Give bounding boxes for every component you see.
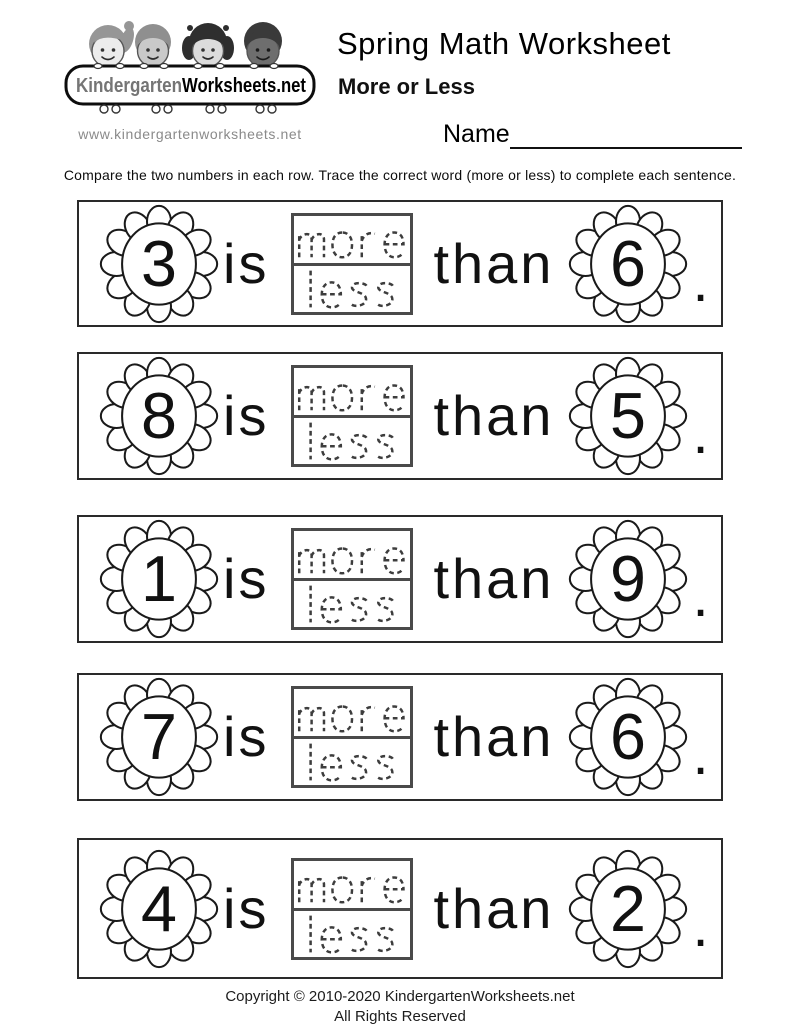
kid-boy-dark xyxy=(244,22,282,67)
more-less-trace-box xyxy=(291,213,413,315)
worksheet-row-5 xyxy=(77,838,723,979)
flower-left xyxy=(99,356,219,476)
trace-word-less xyxy=(304,911,400,957)
trace-word-less xyxy=(304,581,400,627)
trace-word-less xyxy=(304,739,400,785)
flower-left xyxy=(99,204,219,324)
rights-line: All Rights Reserved xyxy=(334,1008,466,1025)
trace-word-more xyxy=(294,861,410,907)
page-subtitle: More or Less xyxy=(338,74,475,99)
trace-cell-more[interactable] xyxy=(294,861,410,908)
word-is: is xyxy=(223,231,270,295)
trace-cell-less[interactable] xyxy=(294,415,410,464)
flower-left xyxy=(99,519,219,639)
trace-cell-less[interactable] xyxy=(294,263,410,312)
kid-boy-gray-hair xyxy=(135,24,171,67)
kids-feet xyxy=(100,105,276,113)
trace-cell-more[interactable] xyxy=(294,216,410,263)
sentence-period: . xyxy=(692,722,709,787)
kid-girl-pigtails xyxy=(182,23,234,67)
word-than: than xyxy=(433,231,555,295)
flower-number-left: 7 xyxy=(141,701,177,774)
flower-right xyxy=(568,356,688,476)
trace-cell-less[interactable] xyxy=(294,908,410,957)
flower-number-left: 4 xyxy=(141,872,177,945)
worksheet-row-2 xyxy=(77,352,723,480)
kid-girl-gray-hair xyxy=(89,21,137,67)
name-row xyxy=(443,120,742,149)
sentence-period: . xyxy=(692,401,709,466)
kids-logo-illustration xyxy=(64,10,316,124)
sentence-period: . xyxy=(692,564,709,629)
flower-left xyxy=(99,677,219,797)
trace-word-more xyxy=(294,532,410,578)
flower-number-right: 6 xyxy=(610,701,647,774)
site-url: www.kindergartenworksheets.net xyxy=(78,126,302,142)
trace-cell-less[interactable] xyxy=(294,578,410,627)
instructions-text: Compare the two numbers in each row. Trace the correct word (more or less) to complete each sentence. xyxy=(63,167,737,183)
name-blank-line[interactable] xyxy=(510,123,742,149)
trace-word-less xyxy=(304,266,400,312)
word-is: is xyxy=(223,876,270,940)
site-logo xyxy=(64,10,316,160)
trace-word-less xyxy=(304,418,400,464)
more-less-trace-box xyxy=(291,686,413,788)
page-title: Spring Math Worksheet xyxy=(337,26,671,61)
worksheet-row-3 xyxy=(77,515,723,643)
flower-number-right: 2 xyxy=(610,872,647,945)
trace-cell-more[interactable] xyxy=(294,689,410,736)
more-less-trace-box xyxy=(291,528,413,630)
brand-text-black: Worksheets.net xyxy=(182,75,307,97)
more-less-trace-box xyxy=(291,858,413,960)
more-less-trace-box xyxy=(291,365,413,467)
word-than: than xyxy=(433,547,555,610)
flower-number-left: 3 xyxy=(141,227,177,300)
flower-right xyxy=(568,519,688,639)
brand-text-gray: Kindergarten xyxy=(76,75,182,97)
word-is: is xyxy=(223,705,270,768)
trace-word-more xyxy=(294,369,410,415)
flower-right xyxy=(568,677,688,797)
trace-cell-more[interactable] xyxy=(294,531,410,578)
copyright-line: Copyright © 2010-2020 KindergartenWorksheets.net xyxy=(225,988,575,1005)
flower-number-right: 6 xyxy=(610,227,647,300)
sentence-period: . xyxy=(692,893,709,959)
flower-number-left: 8 xyxy=(141,380,177,453)
name-label: Name xyxy=(443,120,510,148)
flower-number-right: 9 xyxy=(610,543,647,616)
trace-word-more xyxy=(294,690,410,736)
trace-cell-less[interactable] xyxy=(294,736,410,785)
worksheet-row-1 xyxy=(77,200,723,327)
flower-number-right: 5 xyxy=(610,380,647,453)
flower-right xyxy=(568,204,688,324)
word-than: than xyxy=(433,705,555,768)
flower-left xyxy=(99,849,219,969)
flower-number-left: 1 xyxy=(141,543,177,616)
trace-word-more xyxy=(294,216,410,262)
flower-right xyxy=(568,849,688,969)
word-than: than xyxy=(433,384,555,447)
trace-cell-more[interactable] xyxy=(294,368,410,415)
word-is: is xyxy=(223,384,270,447)
word-is: is xyxy=(223,547,270,610)
sentence-period: . xyxy=(692,248,709,314)
worksheet-row-4 xyxy=(77,673,723,801)
word-than: than xyxy=(433,876,555,940)
